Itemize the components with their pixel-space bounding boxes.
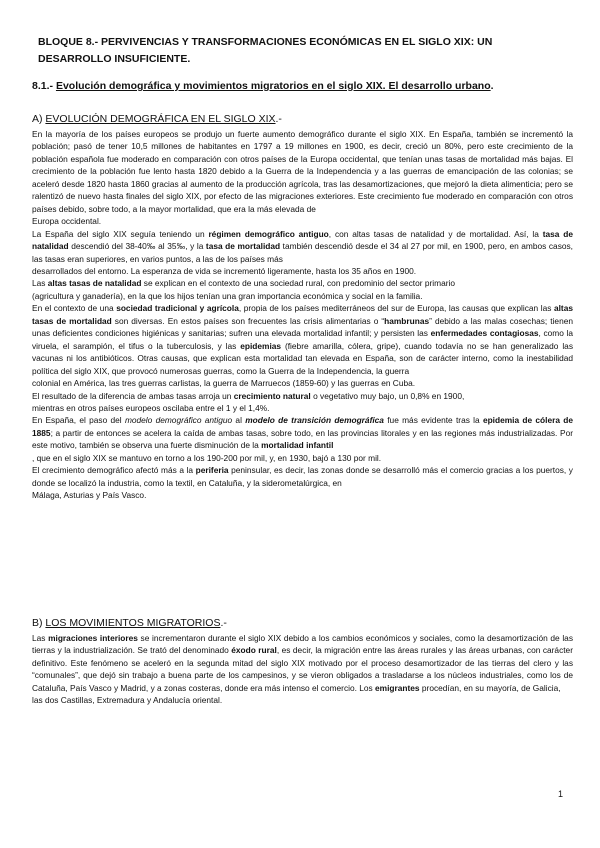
text: , con altas tasas de natalidad y de mortalidad. Así, la: [328, 228, 543, 239]
bold-term: altas tasas de mortalidad: [32, 303, 573, 326]
bold-term: sociedad tradicional y agrícola: [116, 303, 239, 314]
text: En España, el paso del: [32, 415, 125, 426]
paragraph-a1-last: Europa occidental.: [32, 216, 102, 227]
text: El crecimiento demográfico afectó más a la: [32, 465, 196, 476]
paragraph-b1: [32, 632, 573, 707]
italic-term: modelo demográfico antiguo: [124, 415, 233, 426]
bold-term: emigrantes: [375, 682, 420, 693]
section-b-title: LOS MOVIMIENTOS MIGRATORIOS: [45, 617, 221, 629]
section-subtitle: [32, 79, 572, 93]
section-a-title: EVOLUCIÓN DEMOGRÁFICA EN EL SIGLO XIX: [45, 113, 276, 125]
text: , como la viruela, el sarampión, el tifus o la tuberculosis, y las: [32, 328, 573, 351]
bold-term: tasa de mortalidad: [205, 241, 281, 252]
subtitle-number: 8.1.-: [32, 80, 56, 92]
paragraph-a6: [32, 414, 573, 464]
paragraph-a1-text: En la mayoría de los países europeos se produjo un fuerte aumento demográfico durante el siglo XIX. En España, también se incrementó la población; pasó de tener 10,5 millones de habitantes en 1797 a 19 millones en 1900, es decir, creció un 80%, pero este crecimiento de la población española fue moderado en comparación con otros países de la Europa occidental, que tenían unas tasas de mortalidad más bajas. El crecimiento de la población fue lento hasta 1820 debido a la Guerra de la Independencia y a las guerras de emancipación de las colonias; se aceleró desde 1820 hasta 1860 gracias al aumento de la producción agrícola, tras las desamortizaciones, que mejoró la dieta alimenticia; pero se ralentizó de nuevo hasta finales del siglo XIX, por efecto de las migraciones exteriores. Este crecimiento fue moderado en comparación con otros países debido, sobre todo, a la mayor mortalidad, que era la más elevada de: [32, 129, 573, 214]
bold-italic-term: modelo de transición demográfica: [245, 415, 384, 426]
paragraph-a7: [32, 464, 573, 501]
paragraph-a6-last: , que en el siglo XIX se mantuvo en torno a los 190-200 por mil, y, en 1930, bajó a 130 por mil.: [32, 452, 382, 463]
section-b-heading: [32, 616, 572, 630]
subtitle-end: .: [490, 80, 494, 92]
document-title: BLOQUE 8.- PERVIVENCIAS Y TRANSFORMACIONES ECONÓMICAS EN EL SIGLO XIX: UN DESARROLLO INSUFICIENTE.: [38, 36, 493, 65]
bold-term: periferia: [195, 465, 229, 476]
text: al: [232, 415, 246, 426]
subtitle-text: Evolución demográfica y movimientos migratorios en el siglo XIX. El desarrollo urbano: [55, 80, 491, 92]
text: Las: [32, 633, 49, 643]
paragraph-a4-last: colonial en América, las tres guerras carlistas, la guerra de Marruecos (1859-60) y las guerras en Cuba.: [32, 378, 416, 389]
section-b-letter: B): [32, 617, 46, 629]
text: también descendió desde el 34 al 27 por mil, en 1900, pero, en ambos casos, las tasas eran superiores, en varios puntos, a las de los países más: [32, 241, 573, 264]
paragraph-a2: [32, 228, 573, 278]
text: ; a partir de entonces se acelera la caída de ambas tasas, sobre todo, en las provincias litorales y en las regiones más industrializadas. Por este motivo, también se observa una fuerte disminución de la: [32, 427, 573, 451]
text: peninsular, es decir, las zonas donde se desarrolló más el comercio gracias a los puertos, y donde se localizó la industria, como la textil, en Cataluña, y la siderometalúrgica, en: [32, 465, 573, 488]
paragraph-a1: [32, 128, 573, 228]
bold-term: éxodo rural: [231, 645, 277, 656]
paragraph-a2-last: desarrollados del entorno. La esperanza de vida se incrementó ligeramente, hasta los 35 años en 1900.: [32, 265, 417, 276]
paragraph-a5-last: mientras en otros países europeos oscilaba entre el 1 y el 1,4%.: [32, 402, 270, 413]
text: , es decir, la migración entre las áreas rurales y las áreas urbanas, con carácter definitivo. Este fenómeno se aceleró en la segunda mitad del siglo XIX motivado por el proceso desamortizador de las tierras del clero y las “comunales”, que dejó sin trabajo a buena parte de los campesinos, y se vieron obligados a trasladarse a los núcleos industriales, como los de Cataluña, País Vasco y Madrid, y a zonas costeras, donde era más intenso el comercio. Los: [32, 645, 573, 693]
paragraph-b1-last: las dos Castillas, Extremadura y Andalucía oriental.: [32, 695, 223, 706]
text: , propia de los países mediterráneos del sur de Europa, las causas que explican las: [238, 303, 554, 314]
bold-term: migraciones interiores: [48, 633, 138, 643]
section-b-tail: .-: [220, 617, 227, 629]
bold-term: epidemia de cólera de 1885: [32, 415, 573, 438]
text: Las: [32, 278, 48, 289]
text: son diversas. En estos países son frecuentes las crisis alimentarias o “: [111, 315, 385, 326]
bold-term: hambrunas: [384, 315, 430, 326]
page-number: 1: [558, 789, 564, 799]
text: se incrementaron durante el siglo XIX debido a los cambios económicos y sociales, como la desamortización de las tierras y la industrialización. Se trató del denominado: [32, 633, 573, 656]
text: se explican en el contexto de una sociedad rural, con predominio del sector primario: [141, 278, 455, 289]
text: descendió del 38-40‰ al 35‰, y la: [68, 241, 206, 252]
paragraph-a4: [32, 302, 573, 389]
bold-term: tasa de natalidad: [32, 228, 573, 252]
section-a-body: [32, 128, 573, 502]
text: En el contexto de una: [32, 303, 117, 314]
bold-term: mortalidad infantil: [261, 440, 334, 451]
text: o vegetativo muy bajo, un 0,8% en 1900,: [310, 390, 465, 401]
bold-term: altas tasas de natalidad: [47, 278, 142, 289]
section-a-tail: .-: [275, 113, 282, 125]
text: ” debido a las malas cosechas; tienen unas deficientes condiciones higiénicas y sanitarias; sufren una elevada mortalidad infantil; y persisten las: [32, 315, 573, 339]
section-a-letter: A): [32, 113, 46, 125]
text: fue más evidente tras la: [383, 415, 483, 426]
text: La España del siglo XIX seguía teniendo un: [32, 228, 209, 239]
text: procedían, en su mayoría, de Galicia,: [419, 682, 561, 693]
bold-term: crecimiento natural: [233, 390, 311, 401]
bold-term: epidemias: [240, 340, 282, 351]
bold-term: régimen demográfico antiguo: [208, 228, 329, 239]
section-a-heading: [32, 112, 572, 126]
text: (fiebre amarilla, cólera, gripe), cuando todavía no se han generalizado las vacunas ni los antibióticos. Otras causas, que explican esta mortalidad tan elevada en España, son de carácter interno, como la inestabilidad política del siglo XIX, que provocó numerosas guerras, como la Guerra de la Independencia, la guerra: [32, 340, 573, 376]
section-b-body: [32, 632, 573, 707]
paragraph-a5: [32, 390, 573, 415]
paragraph-a3-last: (agricultura y ganadería), en la que los hijos tenían una gran importancia económica y social en la familia.: [32, 290, 423, 301]
text: El resultado de la diferencia de ambas tasas arroja un: [32, 390, 234, 401]
paragraph-a3: [32, 277, 573, 302]
bold-term: enfermedades contagiosas: [430, 328, 539, 339]
paragraph-a7-last: Málaga, Asturias y País Vasco.: [32, 490, 147, 501]
